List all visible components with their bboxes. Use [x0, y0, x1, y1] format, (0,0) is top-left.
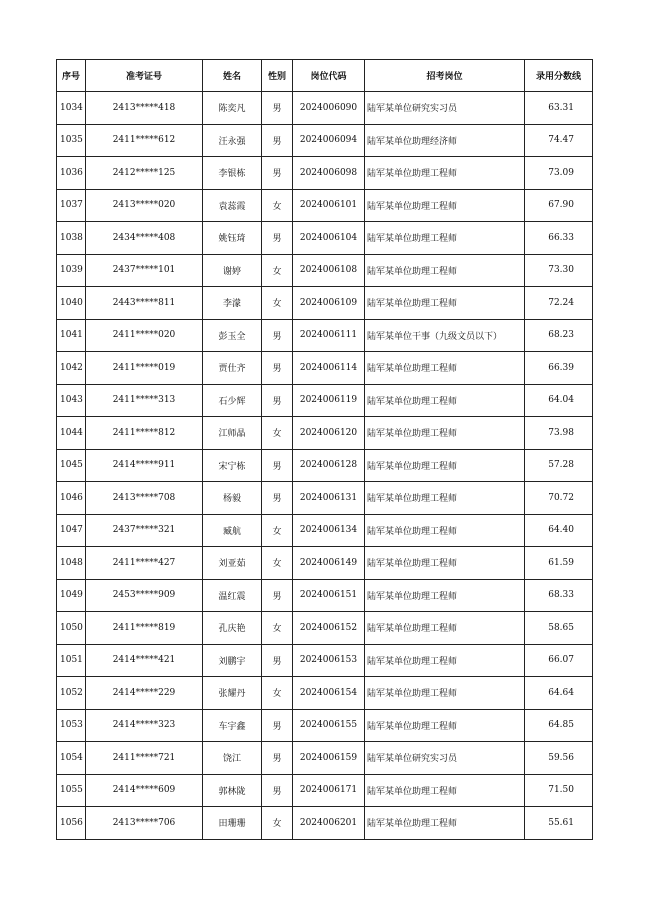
cell-seq: 1055: [57, 774, 86, 807]
cell-name: 贾仕齐: [203, 352, 262, 385]
cell-seq: 1036: [57, 157, 86, 190]
cell-score: 70.72: [525, 482, 593, 515]
cell-post-code: 2024006120: [293, 417, 365, 450]
cell-score: 64.04: [525, 384, 593, 417]
cell-score: 66.33: [525, 222, 593, 255]
header-seq: 序号: [57, 60, 86, 92]
cell-seq: 1043: [57, 384, 86, 417]
cell-seq: 1054: [57, 742, 86, 775]
cell-name: 彭玉全: [203, 319, 262, 352]
cell-gender: 男: [262, 709, 293, 742]
table-row: [57, 709, 593, 742]
cell-gender: 男: [262, 742, 293, 775]
cell-post: 陆军某单位助理工程师: [365, 579, 525, 612]
cell-score: 64.64: [525, 677, 593, 710]
cell-score: 63.31: [525, 92, 593, 125]
cell-name: 温红震: [203, 579, 262, 612]
cell-post: 陆军某单位助理工程师: [365, 287, 525, 320]
table-row: [57, 514, 593, 547]
cell-post: 陆军某单位助理工程师: [365, 384, 525, 417]
cell-post-code: 2024006114: [293, 352, 365, 385]
cell-post-code: 2024006155: [293, 709, 365, 742]
cell-exam-id: 2414*****421: [86, 644, 203, 677]
cell-post: 陆军某单位助理工程师: [365, 774, 525, 807]
table-row: [57, 352, 593, 385]
cell-gender: 男: [262, 384, 293, 417]
cell-seq: 1047: [57, 514, 86, 547]
cell-post: 陆军某单位助理工程师: [365, 547, 525, 580]
cell-exam-id: 2414*****911: [86, 449, 203, 482]
cell-exam-id: 2411*****612: [86, 124, 203, 157]
cell-gender: 女: [262, 677, 293, 710]
cell-score: 68.23: [525, 319, 593, 352]
table-row: [57, 807, 593, 840]
table-row: [57, 92, 593, 125]
cell-seq: 1048: [57, 547, 86, 580]
cell-name: 汪永强: [203, 124, 262, 157]
cell-seq: 1053: [57, 709, 86, 742]
cell-post-code: 2024006098: [293, 157, 365, 190]
cell-post: 陆军某单位助理工程师: [365, 644, 525, 677]
cell-exam-id: 2413*****708: [86, 482, 203, 515]
cell-name: 陈奕凡: [203, 92, 262, 125]
cell-post-code: 2024006094: [293, 124, 365, 157]
cell-exam-id: 2434*****408: [86, 222, 203, 255]
cell-score: 64.40: [525, 514, 593, 547]
cell-exam-id: 2413*****706: [86, 807, 203, 840]
header-row: [57, 60, 593, 92]
cell-exam-id: 2413*****418: [86, 92, 203, 125]
cell-post-code: 2024006101: [293, 189, 365, 222]
cell-gender: 男: [262, 482, 293, 515]
table-row: [57, 254, 593, 287]
cell-name: 李濛: [203, 287, 262, 320]
cell-score: 67.90: [525, 189, 593, 222]
table-row: [57, 124, 593, 157]
cell-post: 陆军某单位助理工程师: [365, 514, 525, 547]
cell-score: 61.59: [525, 547, 593, 580]
cell-name: 石少辉: [203, 384, 262, 417]
cell-gender: 男: [262, 124, 293, 157]
cell-gender: 男: [262, 774, 293, 807]
cell-post-code: 2024006111: [293, 319, 365, 352]
cell-name: 刘亚茹: [203, 547, 262, 580]
cell-score: 58.65: [525, 612, 593, 645]
header-score: 录用分数线: [525, 60, 593, 92]
cell-gender: 男: [262, 92, 293, 125]
cell-post-code: 2024006119: [293, 384, 365, 417]
cell-gender: 男: [262, 579, 293, 612]
cell-gender: 男: [262, 157, 293, 190]
cell-gender: 女: [262, 417, 293, 450]
cell-exam-id: 2411*****812: [86, 417, 203, 450]
cell-exam-id: 2437*****321: [86, 514, 203, 547]
table-row: [57, 644, 593, 677]
cell-post-code: 2024006151: [293, 579, 365, 612]
cell-score: 72.24: [525, 287, 593, 320]
cell-exam-id: 2414*****609: [86, 774, 203, 807]
cell-post-code: 2024006109: [293, 287, 365, 320]
cell-exam-id: 2414*****229: [86, 677, 203, 710]
cell-post-code: 2024006154: [293, 677, 365, 710]
table-body: [57, 92, 593, 840]
cell-post-code: 2024006152: [293, 612, 365, 645]
cell-exam-id: 2411*****020: [86, 319, 203, 352]
table-row: [57, 774, 593, 807]
cell-gender: 女: [262, 807, 293, 840]
cell-score: 73.30: [525, 254, 593, 287]
table-row: [57, 449, 593, 482]
cell-post: 陆军某单位研究实习员: [365, 742, 525, 775]
table-row: [57, 287, 593, 320]
cell-score: 66.39: [525, 352, 593, 385]
cell-name: 车宇鑫: [203, 709, 262, 742]
cell-gender: 女: [262, 612, 293, 645]
cell-post: 陆军某单位助理工程师: [365, 807, 525, 840]
cell-name: 李银栋: [203, 157, 262, 190]
cell-seq: 1037: [57, 189, 86, 222]
cell-exam-id: 2411*****019: [86, 352, 203, 385]
header-post: 招考岗位: [365, 60, 525, 92]
cell-score: 64.85: [525, 709, 593, 742]
table-row: [57, 612, 593, 645]
cell-post: 陆军某单位助理工程师: [365, 352, 525, 385]
table-row: [57, 482, 593, 515]
cell-exam-id: 2412*****125: [86, 157, 203, 190]
cell-seq: 1044: [57, 417, 86, 450]
cell-post: 陆军某单位助理工程师: [365, 417, 525, 450]
cell-seq: 1035: [57, 124, 86, 157]
cell-name: 姚钰琦: [203, 222, 262, 255]
cell-gender: 女: [262, 287, 293, 320]
cell-exam-id: 2437*****101: [86, 254, 203, 287]
cell-post: 陆军某单位助理工程师: [365, 449, 525, 482]
cell-score: 74.47: [525, 124, 593, 157]
cell-post: 陆军某单位助理经济师: [365, 124, 525, 157]
cell-post-code: 2024006149: [293, 547, 365, 580]
cell-score: 66.07: [525, 644, 593, 677]
cell-name: 田珊珊: [203, 807, 262, 840]
table-row: [57, 319, 593, 352]
cell-score: 55.61: [525, 807, 593, 840]
cell-post: 陆军某单位助理工程师: [365, 709, 525, 742]
cell-score: 73.09: [525, 157, 593, 190]
cell-gender: 男: [262, 319, 293, 352]
cell-seq: 1034: [57, 92, 86, 125]
cell-post-code: 2024006159: [293, 742, 365, 775]
cell-gender: 男: [262, 644, 293, 677]
cell-seq: 1045: [57, 449, 86, 482]
cell-seq: 1049: [57, 579, 86, 612]
cell-exam-id: 2453*****909: [86, 579, 203, 612]
cell-name: 谢婷: [203, 254, 262, 287]
cell-post-code: 2024006090: [293, 92, 365, 125]
cell-seq: 1050: [57, 612, 86, 645]
header-exam-id: 准考证号: [86, 60, 203, 92]
cell-gender: 女: [262, 254, 293, 287]
table-row: [57, 157, 593, 190]
cell-name: 杨毅: [203, 482, 262, 515]
table-row: [57, 417, 593, 450]
cell-score: 73.98: [525, 417, 593, 450]
cell-post: 陆军某单位助理工程师: [365, 677, 525, 710]
cell-gender: 女: [262, 547, 293, 580]
cell-exam-id: 2414*****323: [86, 709, 203, 742]
cell-post: 陆军某单位助理工程师: [365, 189, 525, 222]
cell-exam-id: 2411*****313: [86, 384, 203, 417]
cell-post-code: 2024006104: [293, 222, 365, 255]
cell-seq: 1038: [57, 222, 86, 255]
cell-name: 饶江: [203, 742, 262, 775]
cell-seq: 1046: [57, 482, 86, 515]
header-gender: 性别: [262, 60, 293, 92]
cell-post: 陆军某单位助理工程师: [365, 254, 525, 287]
cell-gender: 女: [262, 189, 293, 222]
cell-name: 臧航: [203, 514, 262, 547]
header-post-code: 岗位代码: [293, 60, 365, 92]
cell-seq: 1042: [57, 352, 86, 385]
table-row: [57, 677, 593, 710]
cell-exam-id: 2411*****427: [86, 547, 203, 580]
cell-seq: 1040: [57, 287, 86, 320]
cell-gender: 男: [262, 449, 293, 482]
cell-post: 陆军某单位助理工程师: [365, 222, 525, 255]
cell-name: 刘鹏宇: [203, 644, 262, 677]
cell-seq: 1039: [57, 254, 86, 287]
header-name: 姓名: [203, 60, 262, 92]
cell-seq: 1051: [57, 644, 86, 677]
table-row: [57, 742, 593, 775]
cell-post: 陆军某单位助理工程师: [365, 157, 525, 190]
cell-gender: 女: [262, 514, 293, 547]
cell-post-code: 2024006171: [293, 774, 365, 807]
cell-score: 59.56: [525, 742, 593, 775]
cell-seq: 1041: [57, 319, 86, 352]
cell-name: 袁蕊霞: [203, 189, 262, 222]
table-row: [57, 547, 593, 580]
cell-post-code: 2024006131: [293, 482, 365, 515]
cell-gender: 男: [262, 222, 293, 255]
cell-post-code: 2024006108: [293, 254, 365, 287]
cell-post: 陆军某单位助理工程师: [365, 482, 525, 515]
table-row: [57, 189, 593, 222]
cell-post: 陆军某单位助理工程师: [365, 612, 525, 645]
cell-score: 57.28: [525, 449, 593, 482]
cell-exam-id: 2411*****819: [86, 612, 203, 645]
table-row: [57, 384, 593, 417]
cell-post-code: 2024006201: [293, 807, 365, 840]
cell-name: 宋宁栋: [203, 449, 262, 482]
cell-score: 71.50: [525, 774, 593, 807]
cell-seq: 1056: [57, 807, 86, 840]
cell-post-code: 2024006134: [293, 514, 365, 547]
cell-post: 陆军某单位研究实习员: [365, 92, 525, 125]
cell-score: 68.33: [525, 579, 593, 612]
score-table: [56, 59, 593, 840]
table-row: [57, 222, 593, 255]
cell-gender: 男: [262, 352, 293, 385]
cell-seq: 1052: [57, 677, 86, 710]
cell-name: 张耀丹: [203, 677, 262, 710]
cell-post-code: 2024006153: [293, 644, 365, 677]
cell-exam-id: 2411*****721: [86, 742, 203, 775]
cell-post: 陆军某单位干事（九级文员以下）: [365, 319, 525, 352]
cell-name: 郭林陇: [203, 774, 262, 807]
cell-name: 江师晶: [203, 417, 262, 450]
table-row: [57, 579, 593, 612]
cell-exam-id: 2413*****020: [86, 189, 203, 222]
cell-post-code: 2024006128: [293, 449, 365, 482]
cell-name: 孔庆艳: [203, 612, 262, 645]
cell-exam-id: 2443*****811: [86, 287, 203, 320]
